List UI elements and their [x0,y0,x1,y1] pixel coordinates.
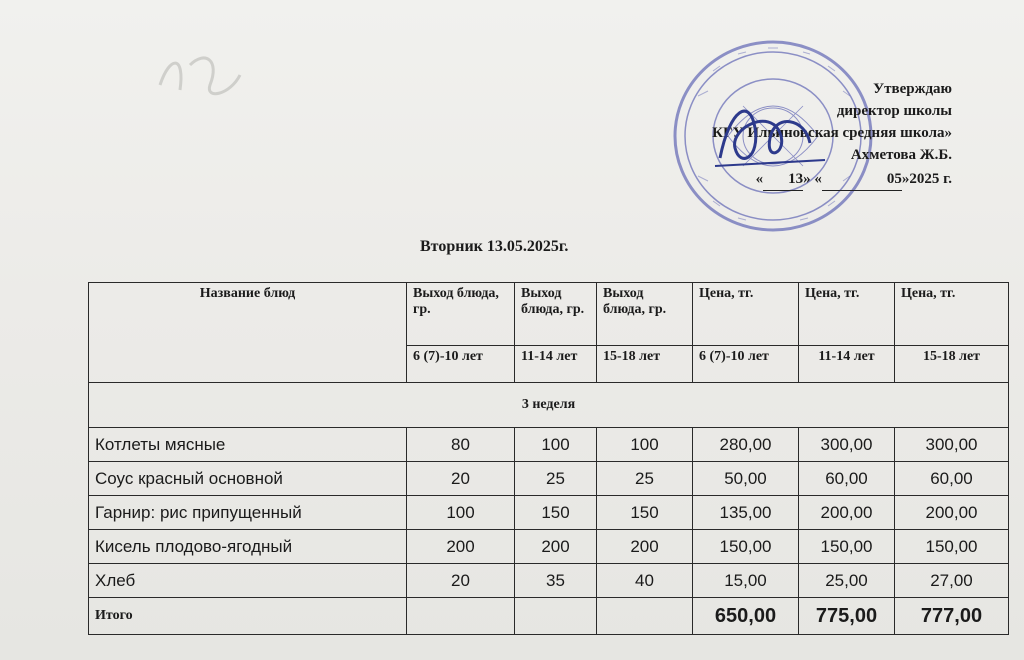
portion-cell: 35 [515,564,597,598]
week-label: 3 неделя [89,383,1009,428]
portion-cell: 200 [515,530,597,564]
price-cell: 150,00 [799,530,895,564]
dish-name: Кисель плодово-ягодный [89,530,407,564]
header-price-1: Цена, тг. [693,283,799,346]
total-label: Итого [89,598,407,635]
total-price-1: 650,00 [693,598,799,635]
portion-cell: 150 [597,496,693,530]
age-group: 11-14 лет [799,346,895,383]
price-cell: 280,00 [693,428,799,462]
empty-cell [515,598,597,635]
approval-year: »2025 г. [901,171,952,187]
menu-title: Вторник 13.05.2025г. [420,238,569,255]
age-group: 6 (7)-10 лет [693,346,799,383]
price-cell: 60,00 [895,462,1009,496]
portion-cell: 200 [597,530,693,564]
header-row [89,283,1009,346]
portion-cell: 150 [515,496,597,530]
total-price-3: 777,00 [895,598,1009,635]
portion-cell: 25 [515,462,597,496]
price-cell: 150,00 [895,530,1009,564]
header-price-2: Цена, тг. [799,283,895,346]
total-row [89,598,1009,635]
price-cell: 200,00 [799,496,895,530]
price-cell: 150,00 [693,530,799,564]
table-row [89,530,1009,564]
age-group: 6 (7)-10 лет [407,346,515,383]
dish-name: Котлеты мясные [89,428,407,462]
portion-cell: 40 [597,564,693,598]
table-row [89,462,1009,496]
week-row [89,383,1009,428]
table-row [89,564,1009,598]
age-group: 11-14 лет [515,346,597,383]
price-cell: 50,00 [693,462,799,496]
faded-handwriting-mark [150,45,270,115]
header-portion-3: Выход блюда, гр. [597,283,693,346]
empty-cell [597,598,693,635]
portion-cell: 20 [407,462,515,496]
approval-date: « 13» « 05»2025 г. [622,168,952,191]
price-cell: 300,00 [895,428,1009,462]
portion-cell: 100 [407,496,515,530]
portion-cell: 200 [407,530,515,564]
empty-cell [407,598,515,635]
approval-organization: КГУ Ильиновская средняя школа» [712,125,952,141]
header-dish-name: Название блюд [89,283,407,383]
total-price-2: 775,00 [799,598,895,635]
approval-heading: Утверждаю [873,81,952,97]
portion-cell: 80 [407,428,515,462]
portion-cell: 100 [597,428,693,462]
approval-director-name: Ахметова Ж.Б. [850,147,952,163]
approval-day: 13 [763,168,803,191]
dish-name: Хлеб [89,564,407,598]
price-cell: 200,00 [895,496,1009,530]
price-cell: 15,00 [693,564,799,598]
portion-cell: 25 [597,462,693,496]
table-row [89,496,1009,530]
price-cell: 60,00 [799,462,895,496]
header-price-3: Цена, тг. [895,283,1009,346]
header-portion-2: Выход блюда, гр. [515,283,597,346]
price-cell: 25,00 [799,564,895,598]
portion-cell: 100 [515,428,597,462]
price-cell: 300,00 [799,428,895,462]
approval-position: директор школы [836,103,952,119]
director-signature [710,88,830,178]
portion-cell: 20 [407,564,515,598]
approval-month: 05 [822,168,902,191]
dish-name: Соус красный основной [89,462,407,496]
dish-name: Гарнир: рис припущенный [89,496,407,530]
table-row [89,428,1009,462]
price-cell: 135,00 [693,496,799,530]
age-group: 15-18 лет [895,346,1009,383]
menu-table [88,282,1009,635]
price-cell: 27,00 [895,564,1009,598]
header-portion-1: Выход блюда, гр. [407,283,515,346]
age-group: 15-18 лет [597,346,693,383]
